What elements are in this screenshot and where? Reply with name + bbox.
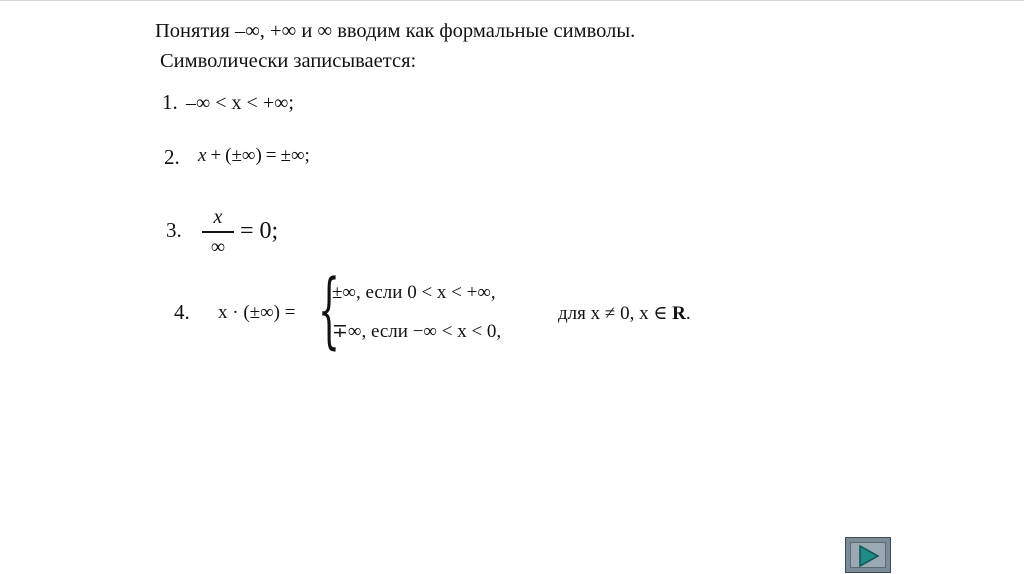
intro-line-2: Символически записывается: bbox=[160, 50, 417, 72]
item-3-rest: = 0; bbox=[240, 218, 279, 244]
item-3-number: 3. bbox=[166, 218, 182, 242]
item-4-tail bbox=[558, 302, 691, 325]
item-4-case-1 bbox=[332, 282, 496, 304]
item-4-case-2 bbox=[332, 320, 501, 343]
next-slide-button[interactable] bbox=[845, 537, 891, 573]
item-4-case-2-condition: −∞ < x < 0, bbox=[412, 321, 502, 342]
item-2-result: ±∞; bbox=[280, 145, 310, 166]
item-4-real-set: R bbox=[672, 303, 686, 324]
item-4-case-1-condition: 0 < x < +∞, bbox=[407, 282, 496, 303]
item-2-number: 2. bbox=[164, 145, 180, 169]
item-1-number: 1. bbox=[162, 90, 178, 114]
item-3-fraction bbox=[202, 206, 234, 258]
intro-text bbox=[155, 16, 635, 76]
item-3-fraction-bar bbox=[202, 231, 234, 233]
item-2-expression bbox=[198, 145, 310, 167]
item-4-brace: { bbox=[318, 263, 340, 358]
item-2-paren: (±∞) bbox=[225, 145, 262, 166]
item-4-tail-text: для x ≠ 0, x ∈ bbox=[558, 303, 668, 324]
item-1-expression: –∞ < x < +∞; bbox=[186, 92, 294, 114]
item-4-lhs: x · (±∞) = bbox=[218, 302, 296, 323]
item-4-case-1-value: ±∞, если bbox=[332, 282, 403, 303]
item-4-tail-end: . bbox=[685, 303, 691, 324]
item-4-case-2-value: ∓∞, если bbox=[332, 321, 408, 342]
item-2-equals: = bbox=[265, 145, 277, 166]
intro-line-1: Понятия –∞, +∞ и ∞ вводим как формальные символы. bbox=[155, 20, 636, 42]
item-4-number: 4. bbox=[174, 300, 190, 324]
item-3-numerator: x bbox=[213, 206, 223, 228]
item-3-denominator: ∞ bbox=[210, 235, 226, 258]
item-2-plus: + bbox=[210, 145, 222, 166]
play-next-icon bbox=[858, 544, 880, 568]
item-2-variable: x bbox=[198, 145, 207, 166]
